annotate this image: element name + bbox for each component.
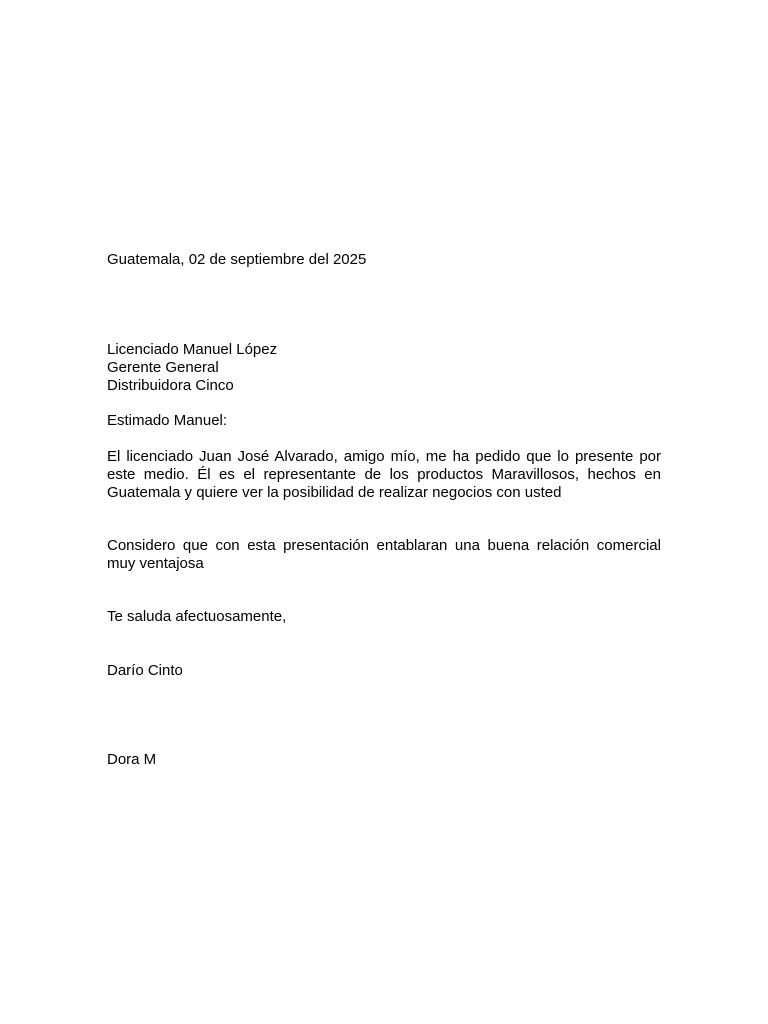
- body-paragraph-1: El licenciado Juan José Alvarado, amigo mío, me ha pedido que lo presente por este medio. Él es el representante de los productos Maravillosos, hechos en Guatemala y quiere ver la posibilidad de realizar negocios con usted: [107, 448, 661, 501]
- recipient-block: [107, 341, 661, 395]
- recipient-name: Licenciado Manuel López: [107, 341, 278, 358]
- salutation: Estimado Manuel:: [107, 412, 228, 429]
- signature-name: Darío Cinto: [107, 662, 183, 679]
- recipient-title: Gerente General: [107, 359, 219, 376]
- footer-initials: Dora M: [107, 751, 157, 768]
- closing-line: Te saluda afectuosamente,: [107, 608, 287, 625]
- recipient-company: Distribuidora Cinco: [107, 377, 234, 394]
- date-line: Guatemala, 02 de septiembre del 2025: [107, 251, 367, 268]
- body-paragraph-2: Considero que con esta presentación entablaran una buena relación comercial muy ventajosa: [107, 537, 661, 572]
